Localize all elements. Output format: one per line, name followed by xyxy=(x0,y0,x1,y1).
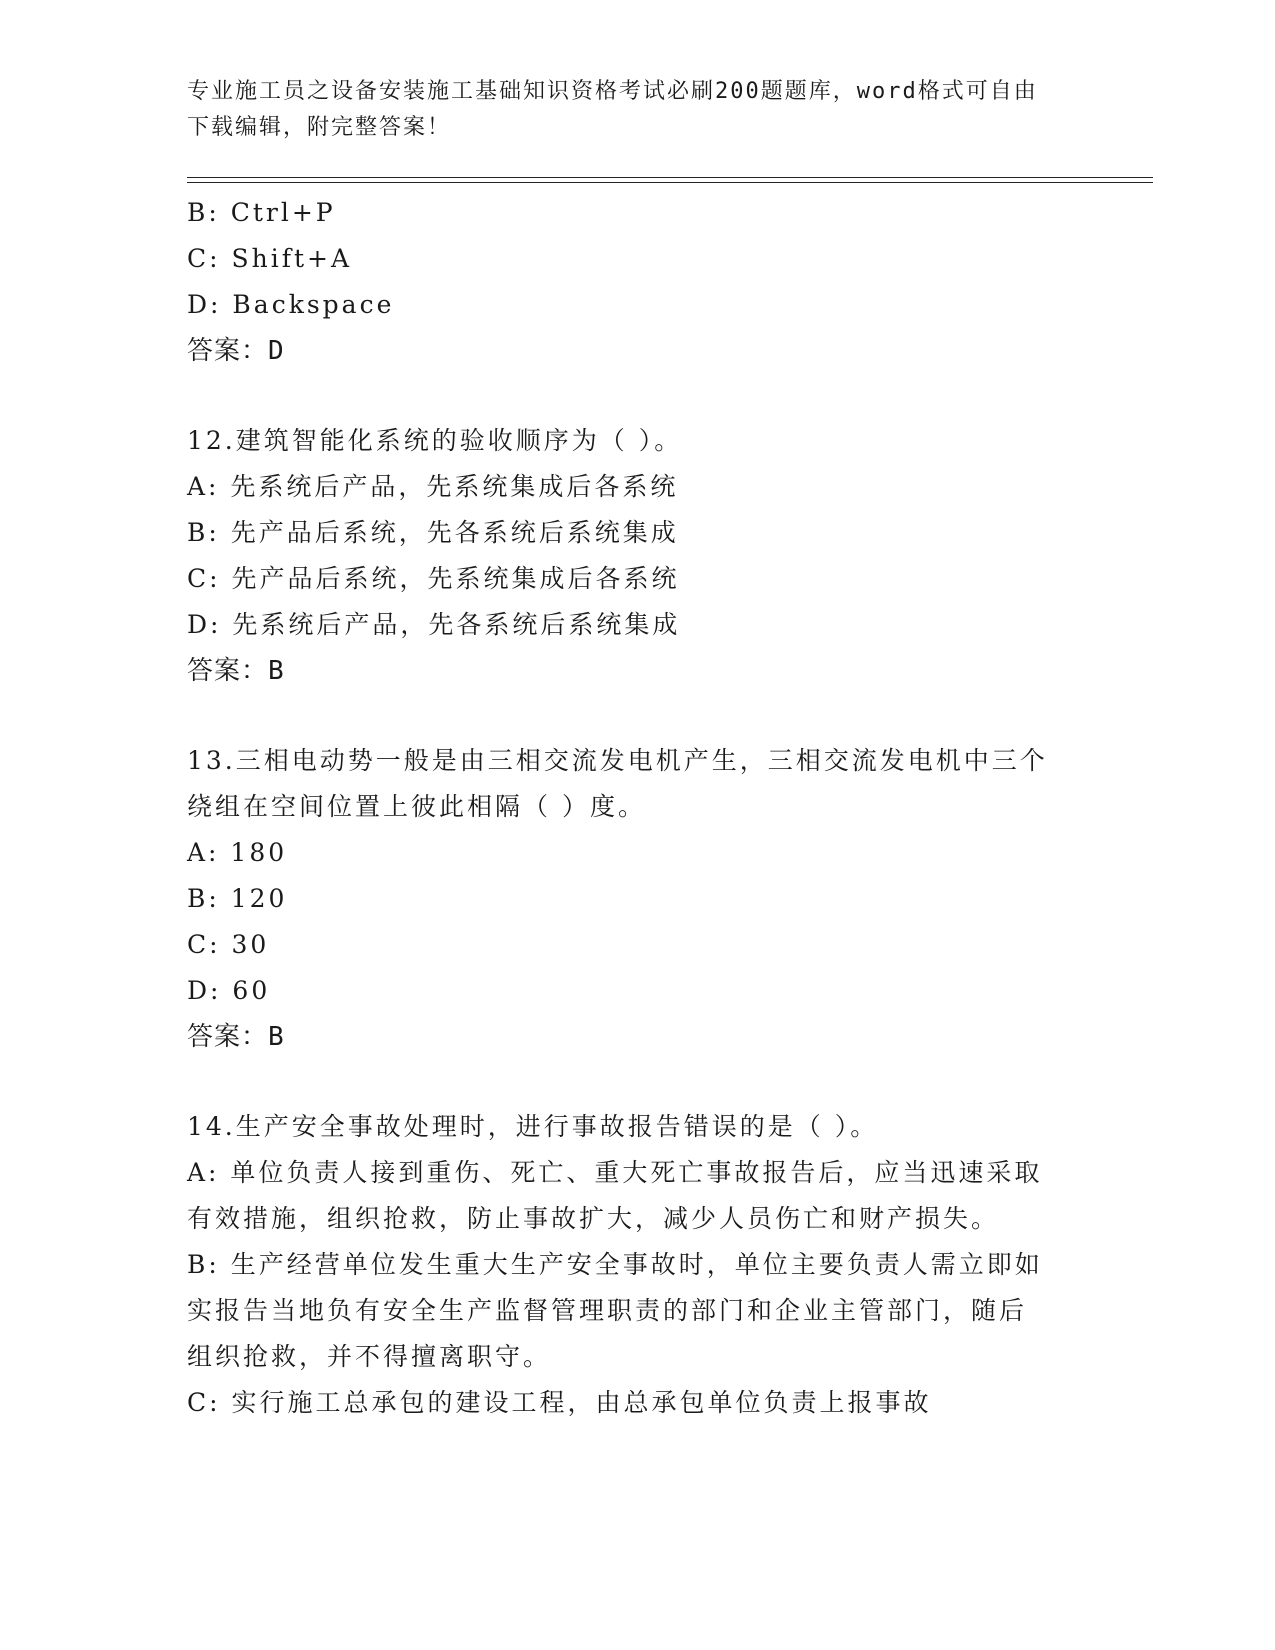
question-14-option-a-line-1: A: 单位负责人接到重伤、死亡、重大死亡事故报告后，应当迅速采取 xyxy=(187,1158,1043,1187)
question-11 xyxy=(187,190,1087,374)
question-13-option-a: A: 180 xyxy=(187,838,288,867)
question-11-option-c: C: Shift+A xyxy=(187,244,353,273)
question-12-stem: 12.建筑智能化系统的验收顺序为（ ）。 xyxy=(187,426,683,455)
question-12-option-a: A: 先系统后产品，先系统集成后各系统 xyxy=(187,472,679,501)
question-11-option-d: D: Backspace xyxy=(187,290,395,319)
question-12-option-b: B: 先产品后系统，先各系统后系统集成 xyxy=(187,518,679,547)
question-12 xyxy=(187,418,1087,694)
question-13 xyxy=(187,738,1087,1060)
question-14-option-b-line-2: 实报告当地负有安全生产监督管理职责的部门和企业主管部门，随后 xyxy=(187,1296,1028,1325)
header-divider-bottom xyxy=(187,182,1153,183)
question-14-option-b-line-1: B: 生产经营单位发生重大生产安全事故时，单位主要负责人需立即如 xyxy=(187,1250,1043,1279)
question-13-option-c: C: 30 xyxy=(187,930,270,959)
spacer xyxy=(187,374,1087,418)
document-header xyxy=(187,74,1067,146)
question-14-option-a-line-2: 有效措施，组织抢救，防止事故扩大，减少人员伤亡和财产损失。 xyxy=(187,1204,1000,1233)
question-12-answer: 答案：B xyxy=(187,656,285,686)
question-14-option-c: C: 实行施工总承包的建设工程，由总承包单位负责上报事故 xyxy=(187,1388,932,1417)
question-13-stem-line-1: 13.三相电动势一般是由三相交流发电机产生，三相交流发电机中三个 xyxy=(187,746,1048,775)
question-14 xyxy=(187,1104,1087,1426)
header-title-line-2: 下载编辑，附完整答案！ xyxy=(187,115,452,140)
spacer xyxy=(187,1060,1087,1104)
question-11-answer: 答案：D xyxy=(187,336,285,366)
header-divider-top xyxy=(187,177,1153,178)
question-13-answer: 答案：B xyxy=(187,1022,285,1052)
question-13-option-b: B: 120 xyxy=(187,884,288,913)
question-13-option-d: D: 60 xyxy=(187,976,271,1005)
question-list xyxy=(187,190,1087,1426)
question-12-option-d: D: 先系统后产品，先各系统后系统集成 xyxy=(187,610,681,639)
question-14-stem: 14.生产安全事故处理时，进行事故报告错误的是（ ）。 xyxy=(187,1112,879,1141)
question-13-stem-line-2: 绕组在空间位置上彼此相隔（ ）度。 xyxy=(187,792,646,821)
question-14-option-b-line-3: 组织抢救，并不得擅离职守。 xyxy=(187,1342,552,1371)
header-title-line-1: 专业施工员之设备安装施工基础知识资格考试必刷200题题库，word格式可自由 xyxy=(187,79,1038,104)
spacer xyxy=(187,694,1087,738)
question-11-option-b: B: Ctrl+P xyxy=(187,198,336,227)
question-12-option-c: C: 先产品后系统，先系统集成后各系统 xyxy=(187,564,680,593)
